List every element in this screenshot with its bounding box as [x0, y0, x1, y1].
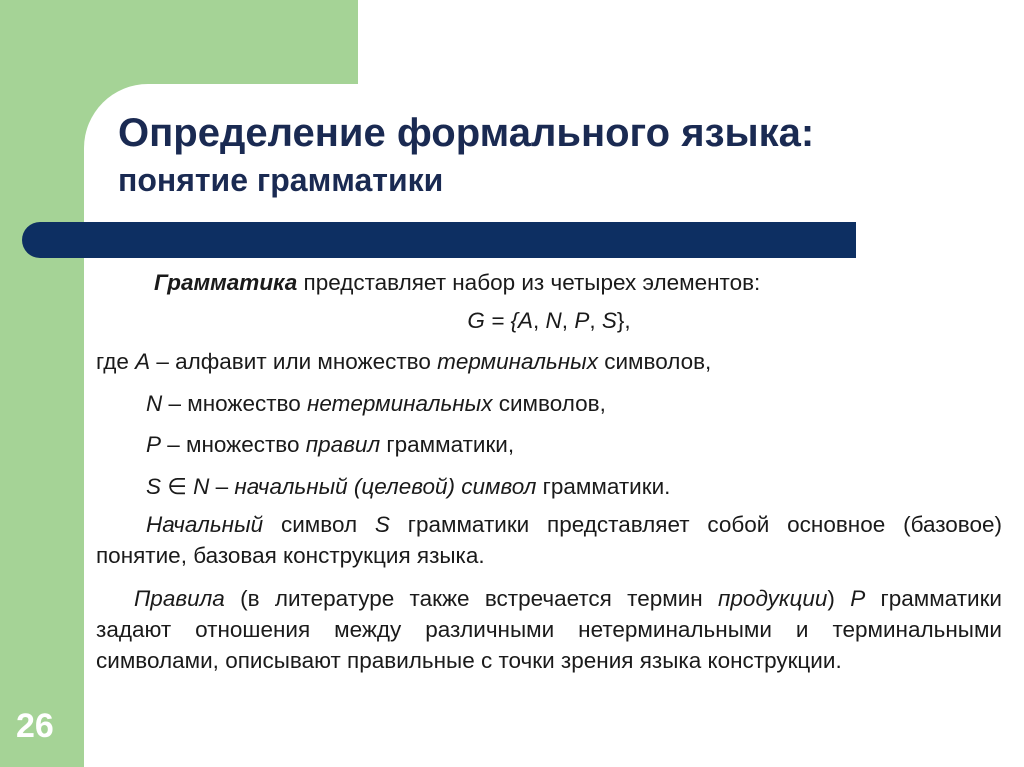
- formula-sep2: ,: [561, 307, 575, 333]
- def-n-dash: – множество: [162, 390, 308, 416]
- start-symbol-paragraph: [96, 509, 1002, 571]
- formula-a: A: [518, 307, 534, 333]
- def-a-where: где: [96, 349, 136, 374]
- intro-term: Грамматика: [154, 270, 298, 295]
- formula-s: S: [601, 307, 617, 333]
- formula-prefix: G = {: [467, 307, 519, 333]
- slide-title-line2: понятие грамматики: [118, 162, 444, 198]
- para-rules-italic2: продукции: [718, 586, 828, 611]
- def-n-italic: нетерминальных: [307, 390, 493, 416]
- slide-title: [118, 108, 814, 202]
- para-start-italic: Начальный: [146, 512, 264, 537]
- para-rules-symbol: P: [850, 586, 866, 611]
- def-a-rest: символов,: [597, 349, 712, 374]
- para-start-rest: грамматики представляет собой основное (базовое) понятие, базовая конструкция языка.: [96, 512, 1002, 568]
- slide-number: 26: [16, 707, 54, 745]
- def-a-dash: – алфавит или множество: [150, 349, 438, 374]
- def-a-symbol: A: [135, 349, 151, 374]
- title-divider-bar: [22, 222, 856, 258]
- def-s-n: N: [193, 473, 210, 499]
- definition-a: [96, 343, 1002, 381]
- formula-sep3: ,: [589, 307, 602, 333]
- formula-p: P: [574, 307, 590, 333]
- def-p-dash: – множество: [161, 432, 306, 457]
- intro-paragraph: [96, 264, 1002, 302]
- para-start-mid: символ: [263, 512, 375, 537]
- def-p-symbol: P: [146, 432, 162, 457]
- def-s-rest: грамматики.: [536, 473, 671, 499]
- element-of-symbol: ∈: [161, 473, 194, 499]
- def-n-symbol: N: [146, 390, 163, 416]
- formula-suffix: },: [616, 307, 631, 333]
- grammar-formula: [96, 302, 1002, 340]
- para-start-symbol: S: [374, 512, 390, 537]
- slide-body: [96, 264, 1002, 676]
- def-s-italic: начальный (целевой) символ: [234, 473, 537, 499]
- para-rules-rest: грамматики задают отношения между различными нетерминальными и терминальными символами, описывают правильные с точки зрения языка конструкции.: [96, 586, 1003, 673]
- def-s-dash: –: [209, 473, 235, 499]
- para-rules-italic1: Правила: [134, 586, 225, 611]
- definition-n: [96, 385, 1002, 423]
- para-rules-mid2: ): [827, 586, 851, 611]
- slide-title-line1: Определение формального языка:: [118, 111, 815, 155]
- definition-s: [96, 468, 1002, 506]
- def-s-symbol: S: [146, 473, 162, 499]
- definition-p: [96, 426, 1002, 464]
- def-a-italic: терминальных: [437, 349, 598, 374]
- def-p-rest: грамматики,: [380, 432, 515, 457]
- para-rules-mid1: (в литературе также встречается термин: [224, 586, 719, 611]
- rules-paragraph: [96, 583, 1002, 676]
- formula-n: N: [545, 307, 562, 333]
- intro-text: представляет набор из четырех элементов:: [297, 270, 761, 295]
- def-n-rest: символов,: [492, 390, 606, 416]
- formula-sep1: ,: [533, 307, 546, 333]
- def-p-italic: правил: [305, 432, 381, 457]
